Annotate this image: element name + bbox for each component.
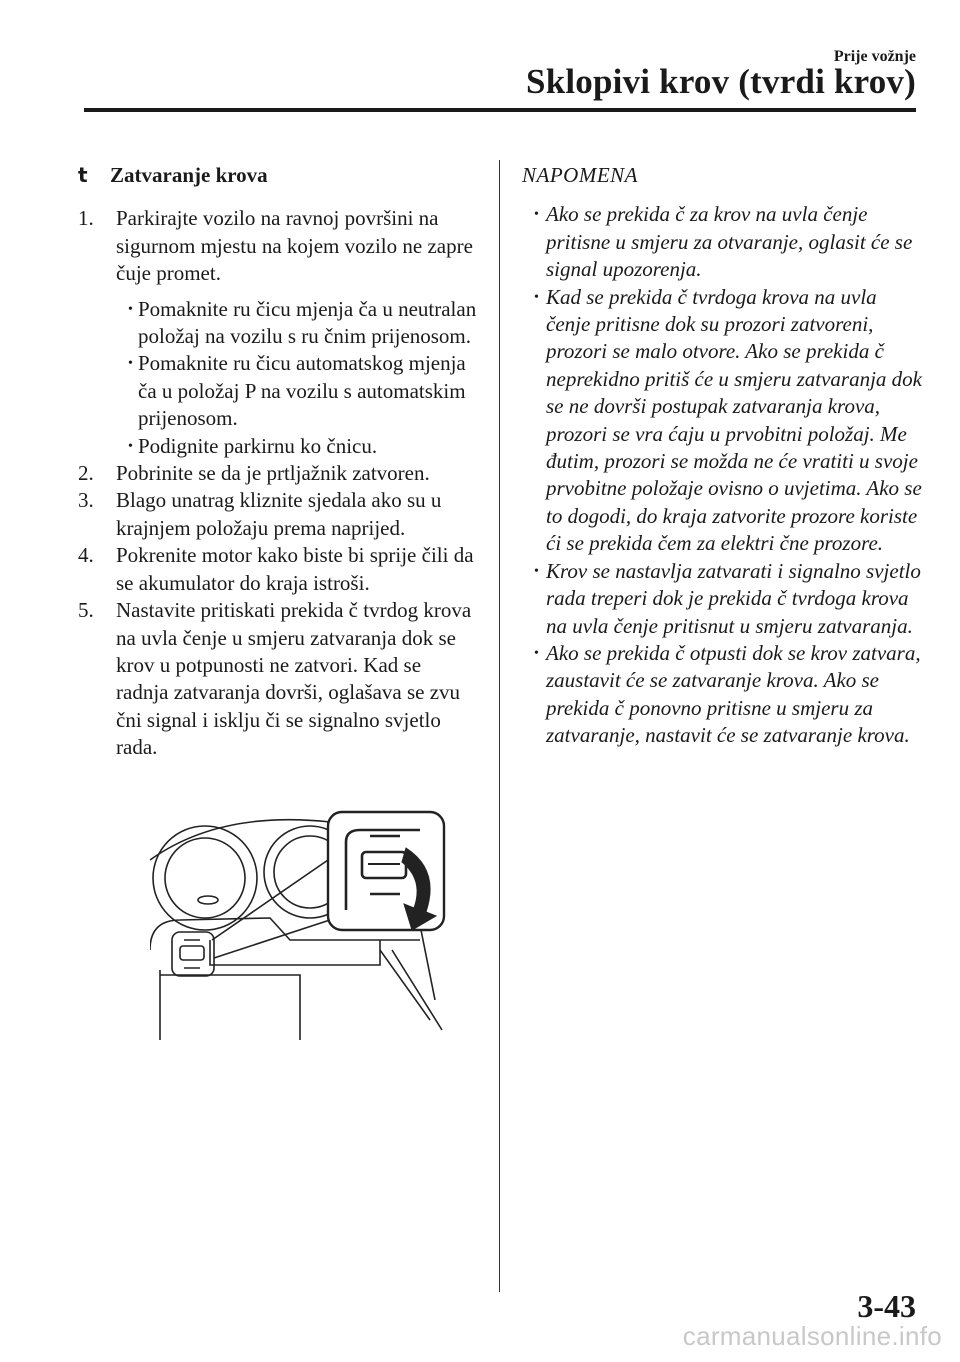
step-item — [78, 597, 478, 761]
step-number: 1. — [78, 206, 94, 231]
step-text: Parkirajte vozilo na ravnoj površini na sigurnom mjestu na kojem vozilo ne zapre čuje promet. — [116, 206, 473, 286]
bullet-icon: • — [534, 563, 539, 579]
header-rule — [84, 108, 916, 112]
bullet-icon: • — [534, 289, 539, 305]
step-text: Pobrinite se da je prtljažnik zatvoren. — [116, 461, 430, 486]
step-text: Nastavite pritiskati prekida č tvrdog krova na uvla čenje u smjeru zatvaranja dok se krov u potpunosti ne zatvori. Kad se radnja zatvaranja dovrši, oglašava se zvu čni signal i isklju či se signalno svjetlo rada. — [116, 598, 472, 760]
step-text: Blago unatrag kliznite sjedala ako su u krajnjem položaju prema naprijed. — [116, 488, 442, 540]
step-text: Pokrenite motor kako biste bi sprije čili da se akumulator do kraja istroši. — [116, 543, 474, 595]
step-item — [78, 460, 478, 487]
list-item — [534, 558, 922, 640]
note-label: NAPOMENA — [522, 163, 638, 187]
page-title: Sklopivi krov (tvrdi krov) — [526, 62, 916, 101]
step-number: 2. — [78, 461, 94, 486]
list-item — [128, 350, 478, 432]
note-text: Ako se prekida č otpusti dok se krov zatvara, zaustavit će se zatvaranje krova. Ako se prekida č ponovno pritisne u smjeru za zatvaranje, nastavit će se zatvaranje krova. — [546, 640, 921, 748]
bullet-text: Pomaknite ru čicu automatskog mjenja ča u položaj P na vozilu s automatskim prijenosom. — [138, 351, 466, 431]
list-item — [534, 640, 922, 750]
page-number: 3-43 — [857, 1288, 916, 1324]
heading-marker-icon: t — [78, 163, 88, 187]
list-item — [534, 201, 922, 283]
bullet-icon: • — [534, 645, 539, 661]
list-item — [534, 284, 922, 558]
note-text: Ako se prekida č za krov na uvla čenje pritisne u smjeru za otvaranje, oglasit će se signal upozorenja. — [546, 202, 913, 282]
header-section: Prije vožnje — [833, 48, 916, 65]
bullet-icon: • — [128, 301, 133, 317]
step-number: 5. — [78, 598, 94, 623]
step-item — [78, 542, 478, 597]
note-text: Kad se prekida č tvrdoga krova na uvla čenje pritisne dok su prozori zatvoreni, prozori se malo otvore. Ako se prekida č neprekidno pritiš će u smjeru zatvaranja dok se ne dovrši postupak zatvaranja krova, prozori se vra ćaju u prvobitni položaj. Me đutim, prozori se možda ne će vratiti u svoje prvobitne položaje ovisno o uvjetima. Ako se to dogodi, do kraja zatvorite prozore koriste ći se prekida čem za elektri čne prozore. — [546, 284, 923, 556]
list-item — [128, 296, 478, 351]
bullet-text: Podignite parkirnu ko čnicu. — [138, 433, 378, 458]
note-text: Krov se nastavlja zatvarati i signalno svjetlo rada treperi dok je prekida č tvrdoga krova na uvla čenje pritisnut u smjeru zatvaranja. — [546, 558, 921, 638]
step-item — [78, 487, 478, 542]
heading-text: Zatvaranje krova — [110, 163, 268, 187]
bullet-text: Pomaknite ru čicu mjenja ča u neutralan položaj na vozilu s ru čnim prijenosom. — [138, 296, 477, 349]
note-column — [522, 162, 922, 750]
dashboard-illustration — [150, 800, 450, 1040]
step-number: 4. — [78, 543, 94, 568]
list-item — [128, 433, 478, 460]
left-column — [78, 162, 478, 762]
bullet-icon: • — [534, 207, 539, 223]
step-number: 3. — [78, 488, 94, 513]
small-switch-icon — [172, 932, 214, 976]
bullet-icon: • — [128, 356, 133, 372]
section-heading — [78, 162, 478, 189]
column-divider — [499, 160, 500, 1292]
watermark: carmanualsonline.info — [682, 1321, 942, 1351]
sub-list — [116, 296, 478, 460]
step-item — [78, 205, 478, 460]
bullet-icon: • — [128, 438, 133, 454]
